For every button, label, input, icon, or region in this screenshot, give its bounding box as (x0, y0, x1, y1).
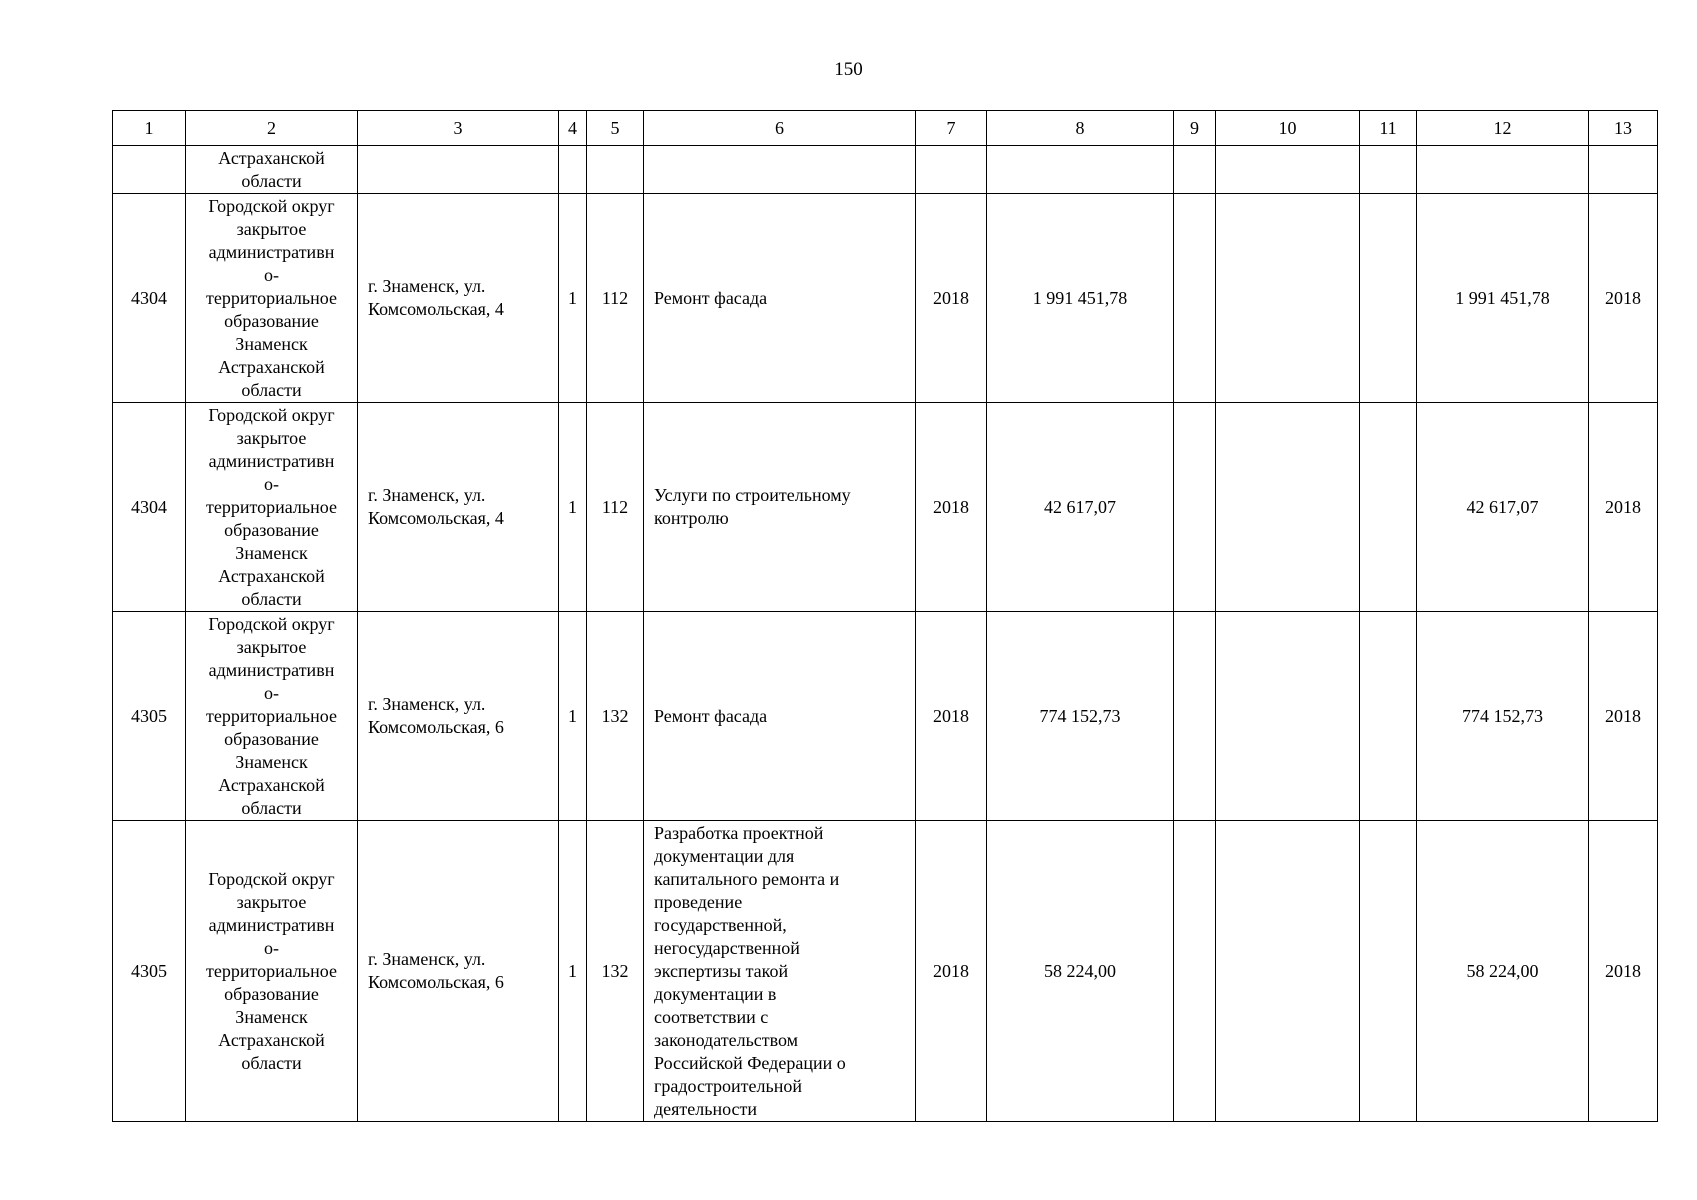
column-header: 7 (916, 111, 987, 146)
cell-col5 (587, 146, 644, 194)
register-table (112, 110, 1658, 1122)
cell-row-number (113, 146, 186, 194)
cell-col13: 2018 (1589, 821, 1658, 1122)
cell-cost: 1 991 451,78 (987, 194, 1174, 403)
cell-address: г. Знаменск, ул. Комсомольская, 6 (358, 821, 559, 1122)
cell-col4 (559, 146, 587, 194)
cell-col11 (1360, 821, 1417, 1122)
column-header: 9 (1174, 111, 1216, 146)
page-number: 150 (834, 59, 863, 80)
column-header: 10 (1216, 111, 1360, 146)
cell-year: 2018 (916, 403, 987, 612)
cell-work-type: Ремонт фасада (644, 194, 916, 403)
table-row (113, 403, 1658, 612)
cell-address: г. Знаменск, ул. Комсомольская, 6 (358, 612, 559, 821)
column-header: 3 (358, 111, 559, 146)
cell-col9 (1174, 821, 1216, 1122)
cell-address: г. Знаменск, ул. Комсомольская, 4 (358, 403, 559, 612)
cell-col5: 112 (587, 194, 644, 403)
column-header: 2 (186, 111, 358, 146)
cell-col11 (1360, 612, 1417, 821)
cell-col12: 774 152,73 (1417, 612, 1589, 821)
column-header: 5 (587, 111, 644, 146)
table-row (113, 612, 1658, 821)
column-header: 8 (987, 111, 1174, 146)
cell-col9 (1174, 612, 1216, 821)
table-header-row (113, 111, 1658, 146)
cell-col11 (1360, 194, 1417, 403)
cell-col9 (1174, 403, 1216, 612)
cell-col4: 1 (559, 821, 587, 1122)
cell-col4: 1 (559, 403, 587, 612)
table-row (113, 194, 1658, 403)
cell-row-number: 4305 (113, 821, 186, 1122)
cell-municipality: Городской округ закрытое административн о- территориальное образование Знаменск Астраханской области (186, 612, 358, 821)
cell-municipality: Городской округ закрытое административн о- территориальное образование Знаменск Астраханской области (186, 403, 358, 612)
column-header: 11 (1360, 111, 1417, 146)
column-header: 4 (559, 111, 587, 146)
cell-col5: 112 (587, 403, 644, 612)
cell-cost: 774 152,73 (987, 612, 1174, 821)
cell-cost: 58 224,00 (987, 821, 1174, 1122)
cell-col4: 1 (559, 612, 587, 821)
cell-work-type (644, 146, 916, 194)
cell-work-type: Ремонт фасада (644, 612, 916, 821)
cell-col13: 2018 (1589, 612, 1658, 821)
cell-address: г. Знаменск, ул. Комсомольская, 4 (358, 194, 559, 403)
cell-col12: 58 224,00 (1417, 821, 1589, 1122)
cell-municipality: Астраханской области (186, 146, 358, 194)
cell-work-type: Разработка проектной документации для капитального ремонта и проведение государственной, негосударственной экспертизы такой документации в соответствии с законодательством Российской Федерации о градостроительной деятельности (644, 821, 916, 1122)
cell-municipality: Городской округ закрытое административн о- территориальное образование Знаменск Астраханской области (186, 821, 358, 1122)
table-row (113, 146, 1658, 194)
cell-work-type: Услуги по строительному контролю (644, 403, 916, 612)
cell-col12: 1 991 451,78 (1417, 194, 1589, 403)
cell-year (916, 146, 987, 194)
cell-col10 (1216, 146, 1360, 194)
cell-col11 (1360, 403, 1417, 612)
cell-col5: 132 (587, 612, 644, 821)
cell-col13: 2018 (1589, 194, 1658, 403)
cell-col5: 132 (587, 821, 644, 1122)
column-header: 6 (644, 111, 916, 146)
column-header: 13 (1589, 111, 1658, 146)
cell-row-number: 4304 (113, 194, 186, 403)
cell-year: 2018 (916, 612, 987, 821)
cell-cost (987, 146, 1174, 194)
cell-col10 (1216, 612, 1360, 821)
cell-year: 2018 (916, 194, 987, 403)
cell-municipality: Городской округ закрытое административн о- территориальное образование Знаменск Астраханской области (186, 194, 358, 403)
cell-col9 (1174, 146, 1216, 194)
cell-year: 2018 (916, 821, 987, 1122)
cell-col13: 2018 (1589, 403, 1658, 612)
column-header: 12 (1417, 111, 1589, 146)
cell-row-number: 4304 (113, 403, 186, 612)
cell-col10 (1216, 194, 1360, 403)
cell-cost: 42 617,07 (987, 403, 1174, 612)
column-header: 1 (113, 111, 186, 146)
cell-col11 (1360, 146, 1417, 194)
cell-address (358, 146, 559, 194)
cell-col10 (1216, 821, 1360, 1122)
table-row (113, 821, 1658, 1122)
cell-col12: 42 617,07 (1417, 403, 1589, 612)
cell-col10 (1216, 403, 1360, 612)
cell-col13 (1589, 146, 1658, 194)
cell-col4: 1 (559, 194, 587, 403)
cell-col9 (1174, 194, 1216, 403)
cell-row-number: 4305 (113, 612, 186, 821)
cell-col12 (1417, 146, 1589, 194)
